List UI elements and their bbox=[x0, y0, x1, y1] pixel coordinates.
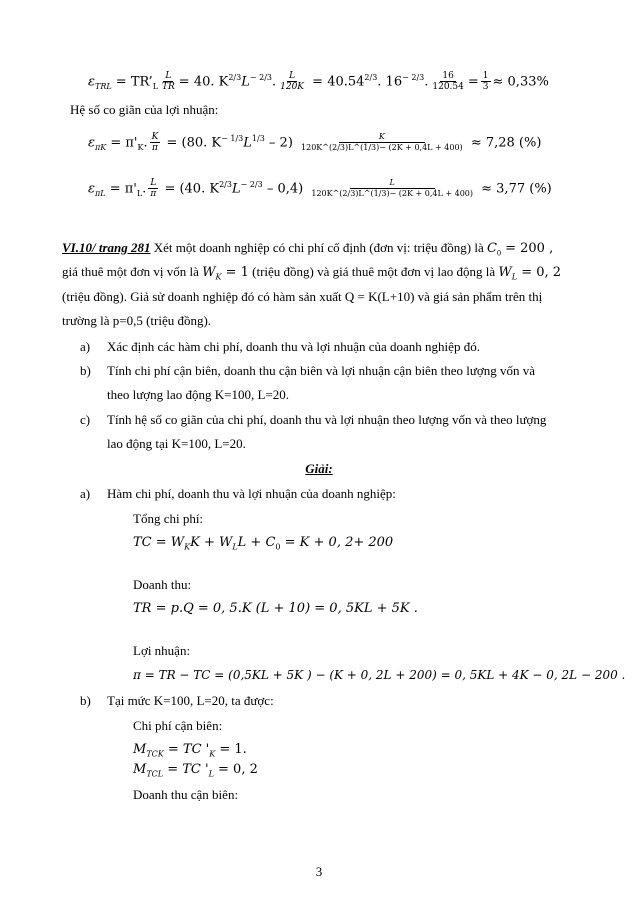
problem-line-3: (triệu đồng). Giả sử doanh nghiệp đó có hàm sản xuất Q = K(L+10) và giá sản phẩm trên thị bbox=[62, 289, 543, 304]
revenue-heading: Doanh thu: bbox=[133, 577, 192, 592]
problem-line-1: VI.10/ trang 281 Xét một doanh nghiệp có chi phí cố định (đơn vị: triệu đồng) là $C_0 = 200$ , bbox=[62, 240, 554, 258]
revenue-formula: TR = p.Q = 0, 5.K (L + 10) = 0, 5KL + 5K . bbox=[133, 601, 418, 616]
item-c-text-2: lao động tại K=100, L=20. bbox=[107, 436, 246, 451]
solution-b-label: b) bbox=[80, 693, 91, 708]
item-b-label: b) bbox=[80, 363, 91, 378]
problem-line-4: trường là p=0,5 (triệu đồng). bbox=[62, 313, 212, 328]
item-a-text: Xác định các hàm chi phí, doanh thu và lợi nhuận của doanh nghiệp đó. bbox=[107, 339, 480, 354]
item-a-label: a) bbox=[80, 339, 91, 354]
solution-a-label: a) bbox=[80, 486, 91, 501]
elasticity-profit-k-formula: $\varepsilon_{\pi K} = \pi'_K$. $\frac{K}{\pi}$ = (80. $K^{- 1/3}L^{1/3} - 2$) $\frac{K}{120K\^{}(2/3)L\^{}(1/3)- (2K + 0,4L + 400)}$ ≈ 7,28 (%) bbox=[88, 132, 542, 154]
problem-title: VI.10/ trang 281 bbox=[62, 240, 151, 255]
marginal-revenue-heading: Doanh thu cận biên: bbox=[133, 787, 239, 802]
item-c-text-1: Tính hệ số co giãn của chi phí, doanh thu và lợi nhuận theo lượng vốn và theo lượng bbox=[107, 412, 547, 427]
solution-heading: Giải: bbox=[305, 461, 333, 476]
marginal-cost-l: $M_{TCL}$ = TC '$_L = 0$, 2 bbox=[133, 762, 258, 779]
page-number: 3 bbox=[315, 864, 323, 879]
total-cost-heading: Tổng chi phí: bbox=[133, 511, 204, 526]
elasticity-trl-formula: $\varepsilon_{TRL}$ = $TR’_L$ $\frac{L}{TR}$ = 40. $K^{2/3}L^{- 2/3}$. $\frac{L}{120K}$ = $40.54^{2/3}$. $16^{- 2/3}$. $\frac{16}{120.54}$ = $\frac{1}{3}$ ≈ 0,33% bbox=[88, 71, 549, 93]
solution-a-text: Hàm chi phí, doanh thu và lợi nhuận của doanh nghiệp: bbox=[107, 486, 396, 501]
item-b-text-2: theo lượng lao động K=100, L=20. bbox=[107, 387, 290, 402]
profit-heading: Lợi nhuận: bbox=[133, 643, 191, 658]
total-cost-formula: TC = $W_KK + W_LL + C_0 = K + 0$, 2+ 200 bbox=[133, 535, 394, 552]
profit-elasticity-heading: Hệ số co giãn của lợi nhuận: bbox=[70, 102, 219, 117]
profit-formula: π = TR − TC = (0,5KL + 5K ) − (K + 0, 2L + 200) = 0, 5KL + 4K − 0, 2L − 200 . bbox=[133, 668, 626, 682]
item-c-label: c) bbox=[80, 412, 91, 427]
marginal-cost-k: $M_{TCK}$ = TC '$_K = 1$. bbox=[133, 742, 247, 759]
marginal-cost-heading: Chi phí cận biên: bbox=[133, 718, 223, 733]
elasticity-profit-l-formula: $\varepsilon_{\pi L} = \pi'_L$. $\frac{L}{\pi}$ = (40. $K^{2/3}L^{- 2/3} - 0,4$) $\frac{L}{120K\^{}(2/3)L\^{}(1/3)- (2K + 0,4L + 400)}$ ≈ 3,77 (%) bbox=[88, 178, 552, 200]
solution-b-text: Tại mức K=100, L=20, ta được: bbox=[107, 693, 274, 708]
problem-line-2: giá thuê một đơn vị vốn là $W_K = 1$ (triệu đồng) và giá thuê một đơn vị lao động là $W_L = 0$, 2 bbox=[62, 264, 562, 282]
item-b-text-1: Tính chi phí cận biên, doanh thu cận biên và lợi nhuận cận biên theo lượng vốn và bbox=[107, 363, 536, 378]
